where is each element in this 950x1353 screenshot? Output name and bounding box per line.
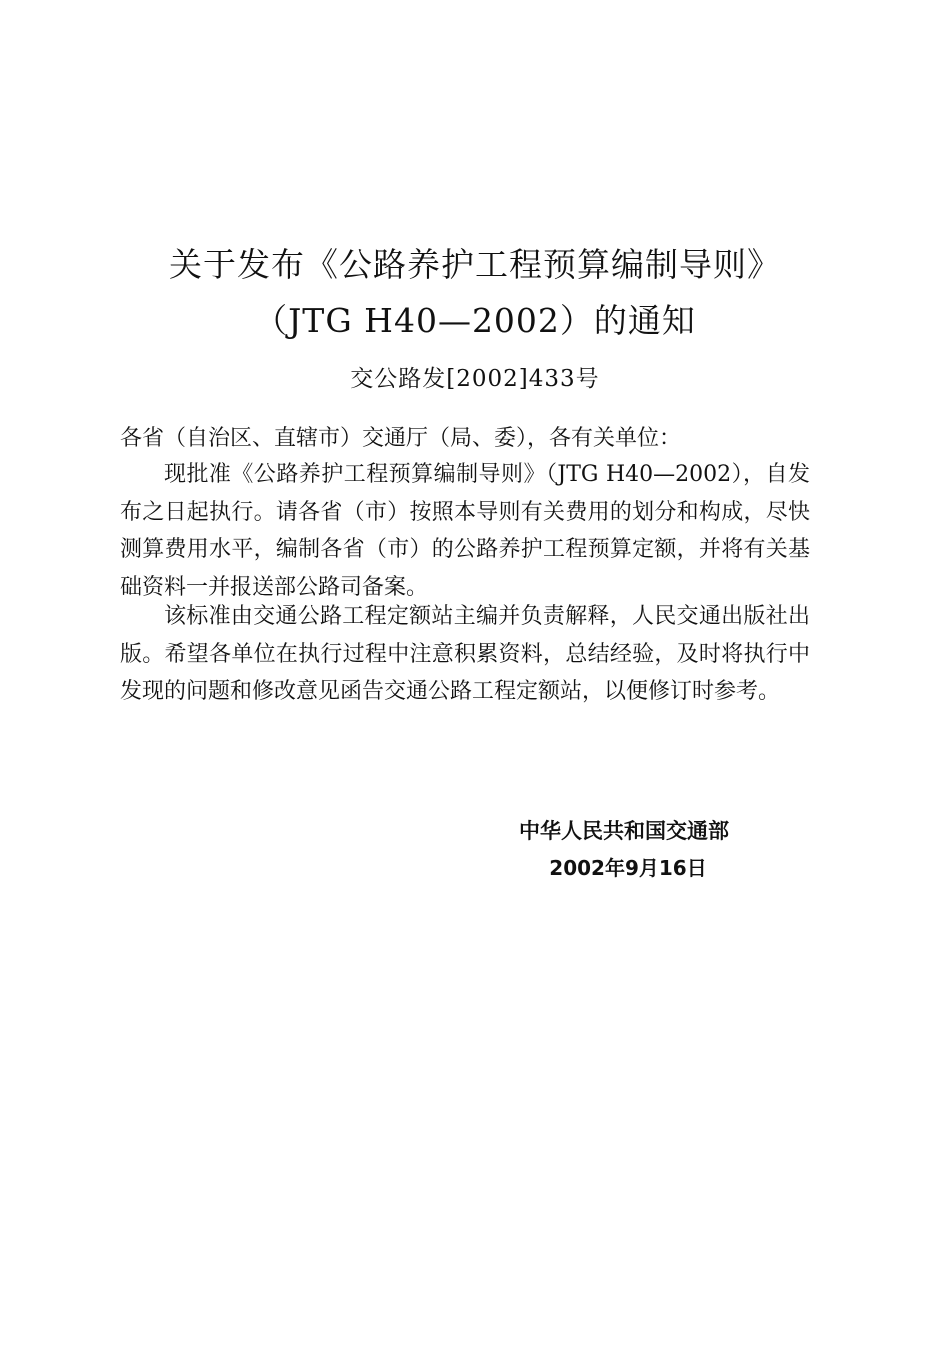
- salutation: 各省（自治区、直辖市）交通厅（局、委），各有关单位：: [120, 426, 682, 451]
- body-paragraph-2: 该标准由交通公路工程定额站主编并负责解释，人民交通出版社出版。希望各单位在执行过程中注意积累资料，总结经验，及时将执行中发现的问题和修改意见函告交通公路工程定额站，以便修订时参考。: [120, 604, 810, 704]
- document-number: 交公路发[2002]433号: [350, 366, 600, 392]
- notice-title-line-2: （JTG H40—2002）的通知: [254, 301, 696, 340]
- body-paragraph-1: 现批准《公路养护工程预算编制导则》（JTG H40—2002），自发布之日起执行。请各省（市）按照本导则有关费用的划分和构成，尽快测算费用水平，编制各省（市）的公路养护工程预算定额，并将有关基础资料一并报送部公路司备案。: [120, 462, 810, 600]
- signature-date: 2002年9月16日: [549, 856, 707, 880]
- signature-organization: 中华人民共和国交通部: [519, 819, 729, 843]
- notice-title-line-1: 关于发布《公路养护工程预算编制导则》: [169, 245, 781, 284]
